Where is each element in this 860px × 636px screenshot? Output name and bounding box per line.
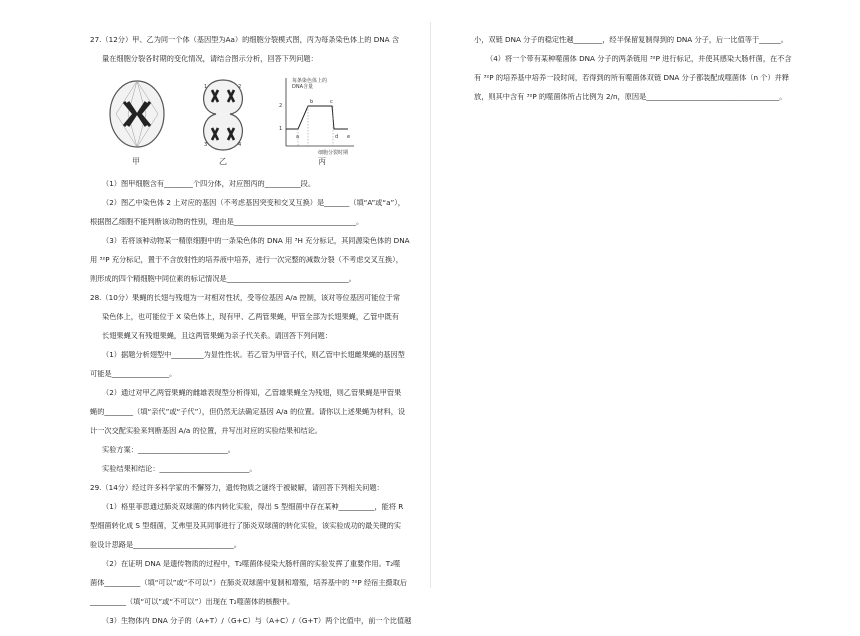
q29-part-1-line-3: 验设计思路是____________________________。 (90, 541, 241, 549)
chart-point-c: c (330, 99, 333, 105)
q28-experiment-result: 实验结果和结论：_________________________。 (102, 465, 257, 473)
q29-part-4-line-3: 放，则其中含有 ³²P 的噬菌体所占比例为 2/n，原因是_____________________________________。 (474, 93, 787, 101)
fig-label-bing: 丙 (318, 157, 326, 166)
q28-part-2-line-2: 蝇的________（填“亲代”或“子代”），但仍然无法确定基因 A/a 的位置。请你以上述果蝇为材料，设 (90, 408, 406, 416)
q27-part-3-line-1: （3）若将该种动物某一精原细胞中的一条染色体的 DNA 用 ³H 充分标记，其同源染色体的 DNA (102, 237, 410, 245)
q29-part-3-line-2: 小，双链 DNA 分子的稳定性越________，经半保留复制得到的 DNA 分子，后一比值等于______。 (474, 36, 788, 44)
chart-x-axis-label: 细胞分裂时期 (318, 150, 349, 156)
chart-y-tick-1: 1 (279, 126, 283, 132)
q27-intro-line-2: 量在细胞分裂各时期的变化情况，请结合图示分析，回答下列问题： (102, 55, 318, 63)
cell-figure-yi (194, 72, 252, 168)
column-divider (430, 22, 431, 588)
cell-figure-jia (104, 72, 170, 168)
chromosome-number-3: 3 (204, 142, 208, 148)
q29-part-1-line-1: （1）格里菲思通过肺炎双球菌的体内转化实验，得出 S 型细菌中存在某种__________，能将 R (102, 503, 404, 511)
q28-intro-line-1: 28.（10分）果蝇的长翅与残翅为一对相对性状，受等位基因 A/a 控制，该对等位基因可能位于常 (90, 294, 401, 302)
chart-title-line-2: DNA含量 (292, 84, 314, 90)
q28-intro-line-3: 长翅果蝇又有残翅果蝇，且这两管果蝇为亲子代关系。请回答下列问题： (102, 332, 333, 340)
chromosome-number-2: 2 (238, 84, 242, 90)
q27-part-1: （1）图甲细胞含有________个四分体，对应图丙的__________段。 (102, 180, 316, 188)
q28-part-1-line-1: （1）据题分析翅型中_________为显性性状。若乙管为甲管子代，则乙管中长翅雌果蝇的基因型 (102, 351, 405, 359)
q29-part-1-line-2: 型细菌转化成 S 型细菌，艾弗里及其同事进行了肺炎双球菌的转化实验，该实验成功的最关键的实 (90, 522, 402, 530)
q28-part-2-line-3: 计一次交配实验来判断基因 A/a 的位置，并写出对应的实验结果和结论。 (90, 427, 322, 435)
q29-part-2-line-1: （2）在证明 DNA 是遗传物质的过程中，T₂噬菌体侵染大肠杆菌的实验发挥了重要作用。T₂噬 (102, 560, 401, 568)
chart-point-e: e (347, 134, 351, 140)
q29-part-4-line-1: （4）将一个带有某种噬菌体 DNA 分子的两条链用 ³²P 进行标记，并使其感染大肠杆菌，在不含 (486, 55, 792, 63)
chart-point-b: b (310, 99, 314, 105)
dna-content-chart-bing (274, 72, 358, 168)
chart-title-line-1: 每条染色体上的 (292, 78, 328, 84)
q29-part-3-line-1: （3）生物体内 DNA 分子的（A+T）/（G+C）与（A+C）/（G+T）两个比值中，前一个比值越 (102, 617, 412, 625)
fig-label-jia: 甲 (132, 157, 140, 166)
chart-y-tick-2: 2 (279, 103, 283, 109)
q29-part-2-line-2: 菌体__________（填“可以”或“不可以”）在肺炎双球菌中复制和增殖，培养基中的 ³²P 经宿主摄取后 (90, 579, 408, 587)
q27-part-2-line-1: （2）图乙中染色体 2 上对应的基因（不考虑基因突变和交叉互换）是_______（填“A”或“a”）， (102, 199, 405, 207)
q27-part-2-line-2: 根据图乙细胞不能判断该动物的性别，理由是__________________________________。 (90, 218, 364, 226)
q27-figures (90, 72, 426, 170)
fig-label-yi: 乙 (219, 157, 227, 166)
right-column (474, 36, 810, 112)
chromosome-number-4: 4 (238, 142, 242, 148)
q27-part-3-line-2: 用 ³²P 充分标记，置于不含放射性的培养液中培养，进行一次完整的减数分裂（不考虑交叉互换）， (90, 256, 403, 264)
q27-part-3-line-3: 则形成的四个精细胞中同位素的标记情况是__________________________________。 (90, 275, 356, 283)
q29-part-4-line-2: 有 ³²P 的培养基中培养一段时间，若得到的所有噬菌体双链 DNA 分子都装配成噬菌体（n 个）并释 (474, 74, 790, 82)
q29-intro: 29.（14分）经过许多科学家的不懈努力，遗传物质之谜终于被破解，请回答下列相关问题： (90, 484, 384, 492)
chart-point-a: a (296, 134, 300, 140)
chromosome-number-1: 1 (204, 84, 208, 90)
q27-intro-line-1: 27.（12分）甲、乙为同一个体（基因型为Aa）的细胞分裂模式图，丙为每条染色体上的 DNA 含 (90, 36, 400, 44)
q29-part-2-line-3: __________（填“可以”或“不可以”）出现在 T₂噬菌体的核酸中。 (90, 598, 295, 606)
q28-part-1-line-2: 可能是________________。 (90, 370, 177, 378)
q28-intro-line-2: 染色体上，也可能位于 X 染色体上，现有甲、乙两管果蝇，甲管全部为长翅果蝇，乙管中既有 (102, 313, 399, 321)
q28-part-2-line-1: （2）通过对甲乙两管果蝇的雌雄表现型分析得知，乙管雄果蝇全为残翅，则乙管果蝇是甲管果 (102, 389, 402, 397)
left-column (90, 36, 426, 636)
chart-point-d: d (335, 134, 339, 140)
q28-experiment-plan: 实验方案：_________________________。 (102, 446, 235, 454)
